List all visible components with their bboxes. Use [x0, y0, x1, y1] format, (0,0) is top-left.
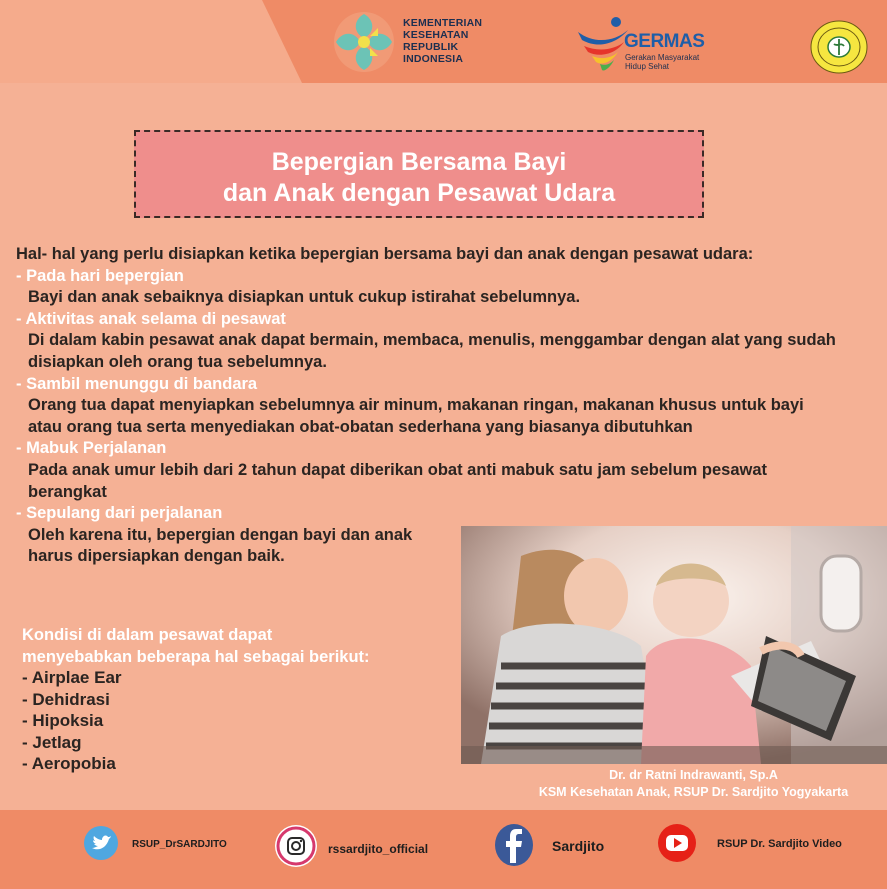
title-line-1: Bepergian Bersama Bayi: [271, 148, 567, 176]
list-item: - Dehidrasi: [22, 689, 110, 709]
list-item: - Aeropobia: [22, 754, 116, 774]
section-heading: - Pada hari bepergian: [16, 266, 184, 285]
header: [0, 0, 887, 83]
conditions-intro: Kondisi di dalam pesawat dapat menyebabkan beberapa hal sebagai berikut:: [22, 626, 370, 666]
conditions-list: [22, 667, 122, 775]
ministry-name: KEMENTERIAN KESEHATAN REPUBLIK INDONESIA: [403, 17, 483, 65]
kemenkes-logo-icon: [333, 11, 395, 73]
youtube-channel[interactable]: RSUP Dr. Sardjito Video: [717, 838, 842, 850]
section-text: Orang tua dapat menyiapkan sebelumnya air minum, makanan ringan, makanan khusus untuk bayi atau orang tua serta menyediakan obat-obatan sederhana yang biasanya dibutuhkan: [28, 396, 804, 436]
twitter-icon[interactable]: [84, 826, 118, 860]
section-text: Pada anak umur lebih dari 2 tahun dapat diberikan obat anti mabuk satu jam sebelum pesawat berangkat: [28, 460, 768, 501]
title-line-2: dan Anak dengan Pesawat Udara: [222, 179, 616, 207]
list-item: - Jetlag: [22, 732, 82, 752]
instagram-handle[interactable]: rssardjito_official: [328, 842, 429, 856]
author-name: Dr. dr Ratni Indrawanti, Sp.A: [609, 768, 778, 782]
instagram-icon[interactable]: [274, 824, 318, 868]
germas-title: GERMAS: [624, 31, 705, 52]
footer-social-bar: [0, 810, 887, 889]
body-text: [16, 244, 886, 568]
intro-text: Hal- hal yang perlu disiapkan ketika bepergian bersama bayi dan anak dengan pesawat udara:: [16, 245, 754, 263]
section-text: Oleh karena itu, bepergian dengan bayi dan anak harus dipersiapkan dengan baik.: [28, 525, 413, 566]
title-box: [134, 130, 704, 218]
list-item: - Hipoksia: [22, 711, 104, 731]
youtube-icon[interactable]: [657, 823, 697, 863]
facebook-icon[interactable]: [495, 823, 533, 867]
section-heading: - Mabuk Perjalanan: [16, 439, 167, 458]
author-credit: [500, 767, 887, 801]
list-item: - Airplae Ear: [22, 668, 122, 687]
germas-tagline: Gerakan Masyarakat Hidup Sehat: [625, 53, 700, 71]
section-text: Bayi dan anak sebaiknya disiapkan untuk cukup istirahat sebelumnya.: [28, 288, 581, 307]
section-heading: - Aktivitas anak selama di pesawat: [16, 309, 286, 328]
author-affiliation: KSM Kesehatan Anak, RSUP Dr. Sardjito Yogyakarta: [538, 785, 849, 799]
section-heading: - Sepulang dari perjalanan: [16, 504, 223, 523]
section-text: Di dalam kabin pesawat anak dapat bermain, membaca, menulis, menggambar dengan alat yang sudah disiapkan oleh orang tua sebelumnya.: [28, 331, 836, 371]
section-heading: - Sambil menunggu di bandara: [16, 374, 258, 393]
twitter-handle[interactable]: RSUP_DrSARDJITO: [132, 839, 227, 850]
rsup-sardjito-seal-icon: [810, 20, 868, 74]
mother-child-airplane-photo: [461, 526, 887, 764]
facebook-page[interactable]: Sardjito: [552, 838, 605, 854]
